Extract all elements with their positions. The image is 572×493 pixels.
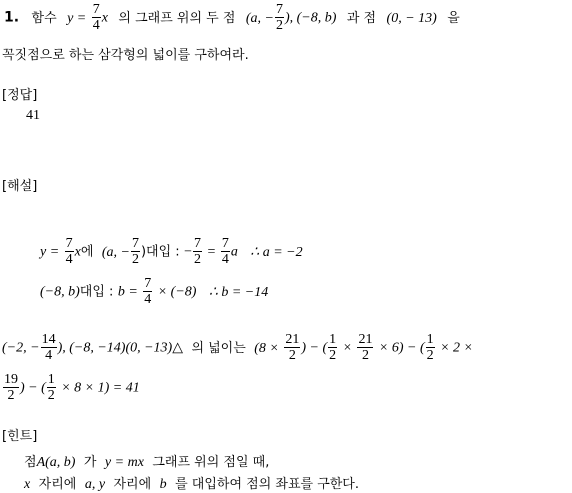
- equation-lhs: y =: [40, 244, 60, 260]
- explanation-line-4: [2, 372, 140, 403]
- expression: ) − (: [20, 380, 46, 396]
- text: 그래프 위의 점일 때,: [152, 455, 270, 470]
- expression: (8 ×: [254, 340, 279, 356]
- conclusion: ∴ b = −14: [208, 284, 269, 300]
- fraction: $\frac{1}{2}$: [329, 332, 337, 363]
- expression: × (−8): [157, 284, 197, 300]
- explanation-line-2: [40, 276, 268, 307]
- equation-lhs: b =: [117, 284, 138, 300]
- fraction: $\frac{1}{2}$: [47, 372, 55, 403]
- variable: a, y: [84, 477, 106, 492]
- text: 자리에: [113, 477, 152, 492]
- fraction: $\frac{21}{2}$: [285, 332, 300, 363]
- fraction: $\frac{7}{4}$: [144, 276, 152, 307]
- text: 의 넓이는: [191, 340, 246, 356]
- point: (−8, b): [40, 284, 80, 300]
- expression: ×: [342, 340, 353, 356]
- answer-value: 41: [26, 108, 40, 123]
- fraction: $\frac{7}{4}$: [221, 236, 229, 267]
- answer-label: [정답]: [2, 88, 38, 103]
- explanation-label: [해설]: [2, 179, 38, 194]
- fraction: $\frac{7}{2}$: [194, 236, 202, 267]
- explanation-line-1: [40, 236, 303, 267]
- fraction: $\frac{7}{4}$: [92, 2, 100, 33]
- point-2: ), (−8, b): [284, 10, 337, 26]
- text: 대입 :: [79, 284, 114, 300]
- explanation-line-3: [2, 332, 473, 363]
- problem-text: 의 그래프 위의 두 점: [118, 10, 236, 26]
- fraction: $\frac{1}{2}$: [426, 332, 434, 363]
- point: (−2, −: [2, 340, 40, 356]
- text: 가: [83, 455, 97, 470]
- expression: × 6) − (: [378, 340, 425, 356]
- expression: × 2 ×: [440, 340, 473, 356]
- expression: ) − (: [301, 340, 328, 356]
- expression: × 8 × 1) = 41: [61, 380, 140, 396]
- conclusion: ∴ a = −2: [250, 244, 303, 260]
- fraction: $\frac{14}{4}$: [41, 332, 56, 363]
- text: )대입 :: [140, 244, 180, 260]
- problem-line-1: [4, 2, 460, 33]
- equation: y = mx: [104, 455, 144, 470]
- hint-line-2: [24, 473, 359, 493]
- problem-number: 1.: [4, 9, 20, 26]
- point: (a, −: [101, 244, 130, 260]
- problem-text: 함수: [31, 10, 57, 26]
- variable: b: [159, 477, 167, 492]
- fraction: $\frac{19}{2}$: [4, 372, 18, 403]
- equals-sign: =: [207, 244, 216, 260]
- variable: x: [24, 477, 31, 492]
- point: A(a, b): [36, 455, 76, 470]
- hint-label: [힌트]: [2, 429, 38, 444]
- fraction: $\frac{7}{4}$: [65, 236, 73, 267]
- hint-line-1: [24, 451, 269, 471]
- variable: x: [74, 244, 81, 260]
- point-3: (0, − 13): [386, 10, 437, 26]
- fraction: $\frac{7}{2}$: [131, 236, 139, 267]
- variable: a: [230, 244, 238, 260]
- text: 를 대입하여 점의 좌표를 구한다.: [175, 477, 359, 492]
- equation-lhs: y =: [67, 10, 87, 26]
- points: ), (−8, −14)(0, −13)△: [57, 340, 183, 356]
- text: 에: [80, 244, 94, 260]
- problem-text: 과 점: [346, 10, 377, 26]
- text: 자리에: [38, 477, 77, 492]
- fraction: $\frac{7}{2}$: [275, 2, 283, 33]
- problem-text: 을: [447, 10, 460, 26]
- text: 점: [24, 455, 37, 470]
- point-1: (a, −: [245, 10, 274, 26]
- variable: x: [101, 10, 108, 26]
- minus-sign: −: [184, 244, 193, 260]
- problem-line-2: 꼭짓점으로 하는 삼각형의 넓이를 구하여라.: [2, 48, 249, 63]
- fraction: $\frac{21}{2}$: [358, 332, 373, 363]
